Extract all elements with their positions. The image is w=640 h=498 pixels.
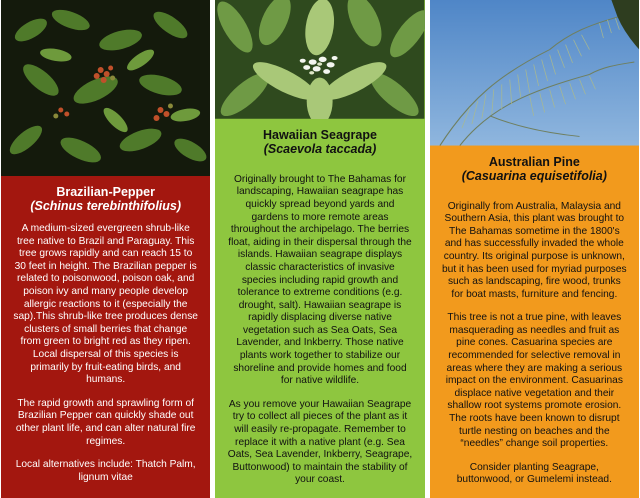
plant-title: Brazilian-Pepper: [56, 185, 155, 199]
description-paragraph: Originally brought to The Bahamas for landscaping, Hawaiian seagrape has quickly spread beyond yards and gardens to more remote areas throughout the archipelago. The berries float, aiding in their dispersal through the islands. Hawaiian seagrape displays classic characteristics of invasive species including rapid growth and tolerance to extreme conditions (e.g. drought, salt). Hawaiian seagrape is rapidly displacing diverse native vegetation such as Sea Oats, Sea Lavender, and Inkberry. Those native plants work together to stabilize our shoreline and provide homes and food for native wildlife.: [228, 173, 412, 387]
plant-description: [1, 223, 210, 495]
scientific-name: (Schinus terebinthifolius): [30, 199, 182, 213]
column-brazilian-pepper: [1, 0, 210, 498]
column-hawaiian-seagrape: [215, 0, 424, 498]
description-paragraph: The rapid growth and sprawling form of Brazilian Pepper can quickly shade out other plant life, and can alter natural fire regimes.: [15, 397, 196, 447]
description-paragraph: This tree is not a true pine, with leaves masquerading as needles and fruit as pine cones. Casuarina species are recommended for selective removal in areas where they are making a serious impact on the environment. Casuarinas displace native vegetation and their shallow root systems promote erosion. The roots have been known to disrupt turtle nesting on beaches and the “needles” change soil properties.: [445, 312, 623, 450]
australian-pine-heading: [430, 155, 639, 183]
scientific-name: (Scaevola taccada): [263, 141, 377, 156]
description-paragraph: As you remove your Hawaiian Seagrape try to collect all pieces of the plant as it will easily re-propagate. Remember to replace it with a native plant (e.g. Sea Oats, Sea Lavender, Inkberry, Seagrape, Buttonwood) to maintain the stability of your coast.: [227, 398, 413, 486]
brazilian-pepper-photo: [1, 0, 210, 176]
plant-title: Australian Pine: [488, 154, 580, 169]
description-paragraph: Consider planting Seagrape, buttonwood, or Gumelemi instead.: [456, 461, 612, 486]
plant-title: Hawaiian Seagrape: [263, 127, 377, 142]
australian-pine-photo: [430, 0, 639, 146]
plant-description: [430, 201, 639, 498]
column-australian-pine: [430, 0, 639, 498]
hawaiian-seagrape-heading: [215, 128, 424, 156]
scientific-name: (Casuarina equisetifolia): [461, 168, 607, 183]
description-paragraph: Local alternatives include: Thatch Palm, lignum vitae: [15, 459, 196, 483]
brazilian-pepper-heading: [1, 185, 210, 213]
description-paragraph: A medium-sized evergreen shrub-like tree native to Brazil and Paraguay. This tree grows rapidly and can reach 15 to 30 feet in height. The Brazilian pepper is related to poisonwood, poison oak, and poison ivy and many people develop allergic reactions to it (especially the sap).This shrub-like tree produces dense clusters of small berries that change from green to bright red as they ripen. Local dispersal of this species is primarily by fruit-eating birds, and humans.: [13, 223, 198, 386]
description-paragraph: Originally from Australia, Malaysia and Southern Asia, this plant was brought to The Bahamas sometime in the 1800's and has successfully invaded the whole country. Its original purpose is unknown, but it has been used for myriad purposes such as landscaping, fire wood, trunks for boat masts, furniture and fencing.: [442, 200, 627, 300]
hawaiian-seagrape-photo: [215, 0, 424, 119]
plant-description: [215, 174, 424, 498]
